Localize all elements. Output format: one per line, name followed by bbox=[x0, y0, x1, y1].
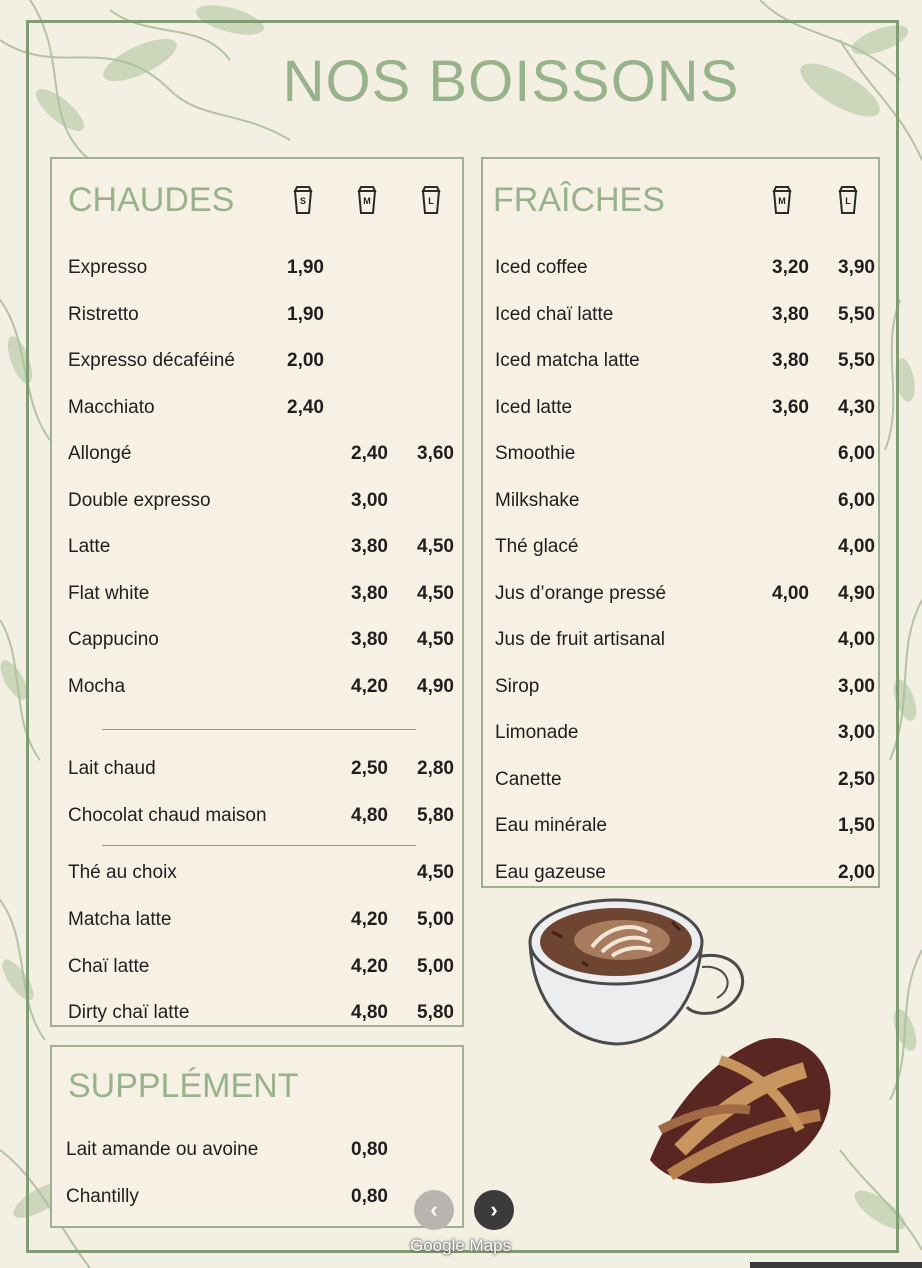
cup-size-label: L bbox=[845, 196, 851, 206]
price-medium: 4,80 bbox=[351, 1002, 388, 1023]
drink-name: Expresso bbox=[68, 257, 148, 278]
drink-name: Double expresso bbox=[68, 490, 211, 511]
supplement-price: 0,80 bbox=[351, 1186, 388, 1207]
cup-size-icon bbox=[356, 185, 378, 215]
price-large: 2,00 bbox=[838, 861, 875, 883]
drink-name: Ristretto bbox=[68, 304, 139, 325]
price-large: 4,30 bbox=[838, 396, 875, 418]
hot-drink-row bbox=[52, 304, 462, 334]
supplement-heading: SUPPLÉMENT bbox=[68, 1067, 299, 1105]
price-large: 5,80 bbox=[417, 805, 454, 826]
section-divider bbox=[102, 845, 416, 846]
drink-name: Iced coffee bbox=[495, 257, 588, 278]
price-large: 5,50 bbox=[838, 303, 875, 325]
price-large: 4,50 bbox=[417, 629, 454, 650]
cold-drink-row bbox=[483, 676, 878, 706]
hot-drink-row bbox=[52, 676, 462, 706]
drink-name: Jus d’orange pressé bbox=[495, 582, 667, 604]
cold-drink-row bbox=[483, 536, 878, 566]
price-large: 3,90 bbox=[838, 257, 875, 278]
drink-name: Allongé bbox=[68, 443, 132, 464]
section-divider bbox=[102, 729, 416, 730]
price-medium: 4,20 bbox=[351, 956, 388, 977]
drink-name: Iced latte bbox=[495, 396, 573, 418]
cup-size-icon bbox=[771, 185, 793, 215]
price-large: 4,50 bbox=[417, 536, 454, 557]
price-medium: 3,80 bbox=[772, 303, 809, 325]
drink-name: Sirop bbox=[495, 675, 540, 697]
drink-name: Thé au choix bbox=[68, 862, 177, 883]
price-small: 1,90 bbox=[287, 304, 324, 325]
price-large: 4,00 bbox=[838, 629, 875, 650]
google-maps-logo: Google Maps bbox=[410, 1236, 512, 1255]
hot-drink-row bbox=[52, 490, 462, 520]
hot-drink-row bbox=[52, 909, 462, 939]
cold-drinks-panel bbox=[481, 157, 880, 888]
price-small: 1,90 bbox=[287, 257, 324, 278]
drink-name: Macchiato bbox=[68, 397, 155, 418]
drink-name: Latte bbox=[68, 536, 111, 557]
cold-drink-row bbox=[483, 862, 878, 892]
drink-name: Limonade bbox=[495, 722, 579, 743]
supplement-row bbox=[52, 1139, 462, 1169]
drink-name: Canette bbox=[495, 768, 562, 790]
hot-drink-row bbox=[52, 257, 462, 287]
hot-drinks-panel bbox=[50, 157, 464, 1027]
price-large: 5,50 bbox=[838, 350, 875, 371]
price-large: 2,50 bbox=[838, 768, 875, 790]
price-medium: 3,20 bbox=[772, 257, 809, 278]
cold-drink-row bbox=[483, 350, 878, 380]
price-large: 5,80 bbox=[417, 1002, 454, 1023]
hot-drink-row bbox=[52, 956, 462, 986]
drink-name: Cappucino bbox=[68, 629, 159, 650]
drink-name: Jus de fruit artisanal bbox=[495, 629, 666, 650]
price-medium: 3,80 bbox=[351, 629, 388, 650]
price-large: 3,00 bbox=[838, 675, 875, 697]
cold-drink-row bbox=[483, 397, 878, 427]
price-large: 6,00 bbox=[838, 489, 875, 511]
cup-size-label: M bbox=[363, 196, 371, 206]
drink-name: Expresso décaféiné bbox=[68, 350, 235, 371]
hot-drink-row bbox=[52, 862, 462, 892]
previous-image-button[interactable] bbox=[414, 1190, 454, 1230]
cup-size-label: M bbox=[778, 196, 786, 206]
cold-drink-row bbox=[483, 304, 878, 334]
price-medium: 3,80 bbox=[772, 350, 809, 371]
price-medium: 4,80 bbox=[351, 805, 388, 826]
cold-drink-row bbox=[483, 583, 878, 613]
hot-drink-row bbox=[52, 443, 462, 473]
price-large: 6,00 bbox=[838, 443, 875, 464]
price-large: 4,50 bbox=[417, 862, 454, 883]
drink-name: Eau minérale bbox=[495, 815, 607, 836]
drink-name: Mocha bbox=[68, 676, 126, 697]
price-medium: 3,80 bbox=[351, 536, 388, 557]
drink-name: Dirty chaï latte bbox=[68, 1002, 190, 1023]
price-large: 5,00 bbox=[417, 909, 454, 930]
supplement-name: Lait amande ou avoine bbox=[66, 1139, 259, 1160]
cold-drink-row bbox=[483, 815, 878, 845]
menu-title: NOS BOISSONS bbox=[282, 49, 740, 114]
cup-size-icon bbox=[837, 185, 859, 215]
drink-name: Smoothie bbox=[495, 443, 576, 464]
drink-name: Chaï latte bbox=[68, 956, 150, 977]
supplement-row bbox=[52, 1186, 462, 1216]
drink-name: Flat white bbox=[68, 583, 150, 604]
cup-size-icon bbox=[420, 185, 442, 215]
drink-name: Thé glacé bbox=[495, 536, 579, 557]
hot-drinks-heading: CHAUDES bbox=[68, 181, 235, 219]
cold-drink-row bbox=[483, 722, 878, 752]
price-medium: 3,80 bbox=[351, 583, 388, 604]
cold-drink-row bbox=[483, 490, 878, 520]
drink-name: Milkshake bbox=[495, 489, 580, 511]
cold-drink-row bbox=[483, 769, 878, 799]
supplement-price: 0,80 bbox=[351, 1139, 388, 1160]
hot-drink-row bbox=[52, 397, 462, 427]
chevron-left-icon: ‹ bbox=[430, 1197, 438, 1222]
drink-name: Iced chaï latte bbox=[495, 303, 614, 325]
hot-drink-row bbox=[52, 805, 462, 835]
price-large: 3,00 bbox=[838, 722, 875, 743]
price-large: 4,00 bbox=[838, 536, 875, 557]
coffee-cup-illustration bbox=[522, 892, 754, 1052]
price-large: 5,00 bbox=[417, 956, 454, 977]
cup-size-label: L bbox=[428, 196, 434, 206]
price-small: 2,00 bbox=[287, 350, 324, 371]
price-medium: 4,20 bbox=[351, 909, 388, 930]
price-medium: 4,20 bbox=[351, 676, 388, 697]
price-medium: 4,00 bbox=[772, 582, 809, 604]
cold-drink-row bbox=[483, 629, 878, 659]
price-large: 1,50 bbox=[838, 815, 875, 836]
supplement-name: Chantilly bbox=[66, 1186, 139, 1207]
price-small: 2,40 bbox=[287, 397, 324, 418]
supplement-panel bbox=[50, 1045, 464, 1228]
price-large: 4,90 bbox=[838, 582, 875, 604]
hot-drink-row bbox=[52, 629, 462, 659]
price-medium: 2,40 bbox=[351, 443, 388, 464]
cup-size-icon bbox=[292, 185, 314, 215]
drink-name: Eau gazeuse bbox=[495, 861, 606, 883]
price-large: 3,60 bbox=[417, 443, 454, 464]
croissant-illustration bbox=[640, 1030, 840, 1190]
price-medium: 3,60 bbox=[772, 396, 809, 418]
hot-drink-row bbox=[52, 1002, 462, 1032]
price-large: 2,80 bbox=[417, 758, 454, 779]
cold-drinks-heading: FRAÎCHES bbox=[493, 181, 665, 219]
hot-drink-row bbox=[52, 350, 462, 380]
hot-drink-row bbox=[52, 758, 462, 788]
chevron-right-icon: › bbox=[490, 1197, 498, 1222]
hot-drink-row bbox=[52, 583, 462, 613]
next-image-button[interactable] bbox=[474, 1190, 514, 1230]
drink-name: Chocolat chaud maison bbox=[68, 805, 267, 826]
hot-drink-row bbox=[52, 536, 462, 566]
viewer-bottom-bar bbox=[750, 1262, 922, 1268]
drink-name: Matcha latte bbox=[68, 909, 172, 930]
cold-drink-row bbox=[483, 443, 878, 473]
drink-name: Lait chaud bbox=[68, 758, 156, 779]
price-large: 4,50 bbox=[417, 583, 454, 604]
cold-drink-row bbox=[483, 257, 878, 287]
drink-name: Iced matcha latte bbox=[495, 350, 640, 371]
price-large: 4,90 bbox=[417, 676, 454, 697]
cup-size-label: S bbox=[299, 196, 306, 206]
price-medium: 2,50 bbox=[351, 758, 388, 779]
price-medium: 3,00 bbox=[351, 490, 388, 511]
